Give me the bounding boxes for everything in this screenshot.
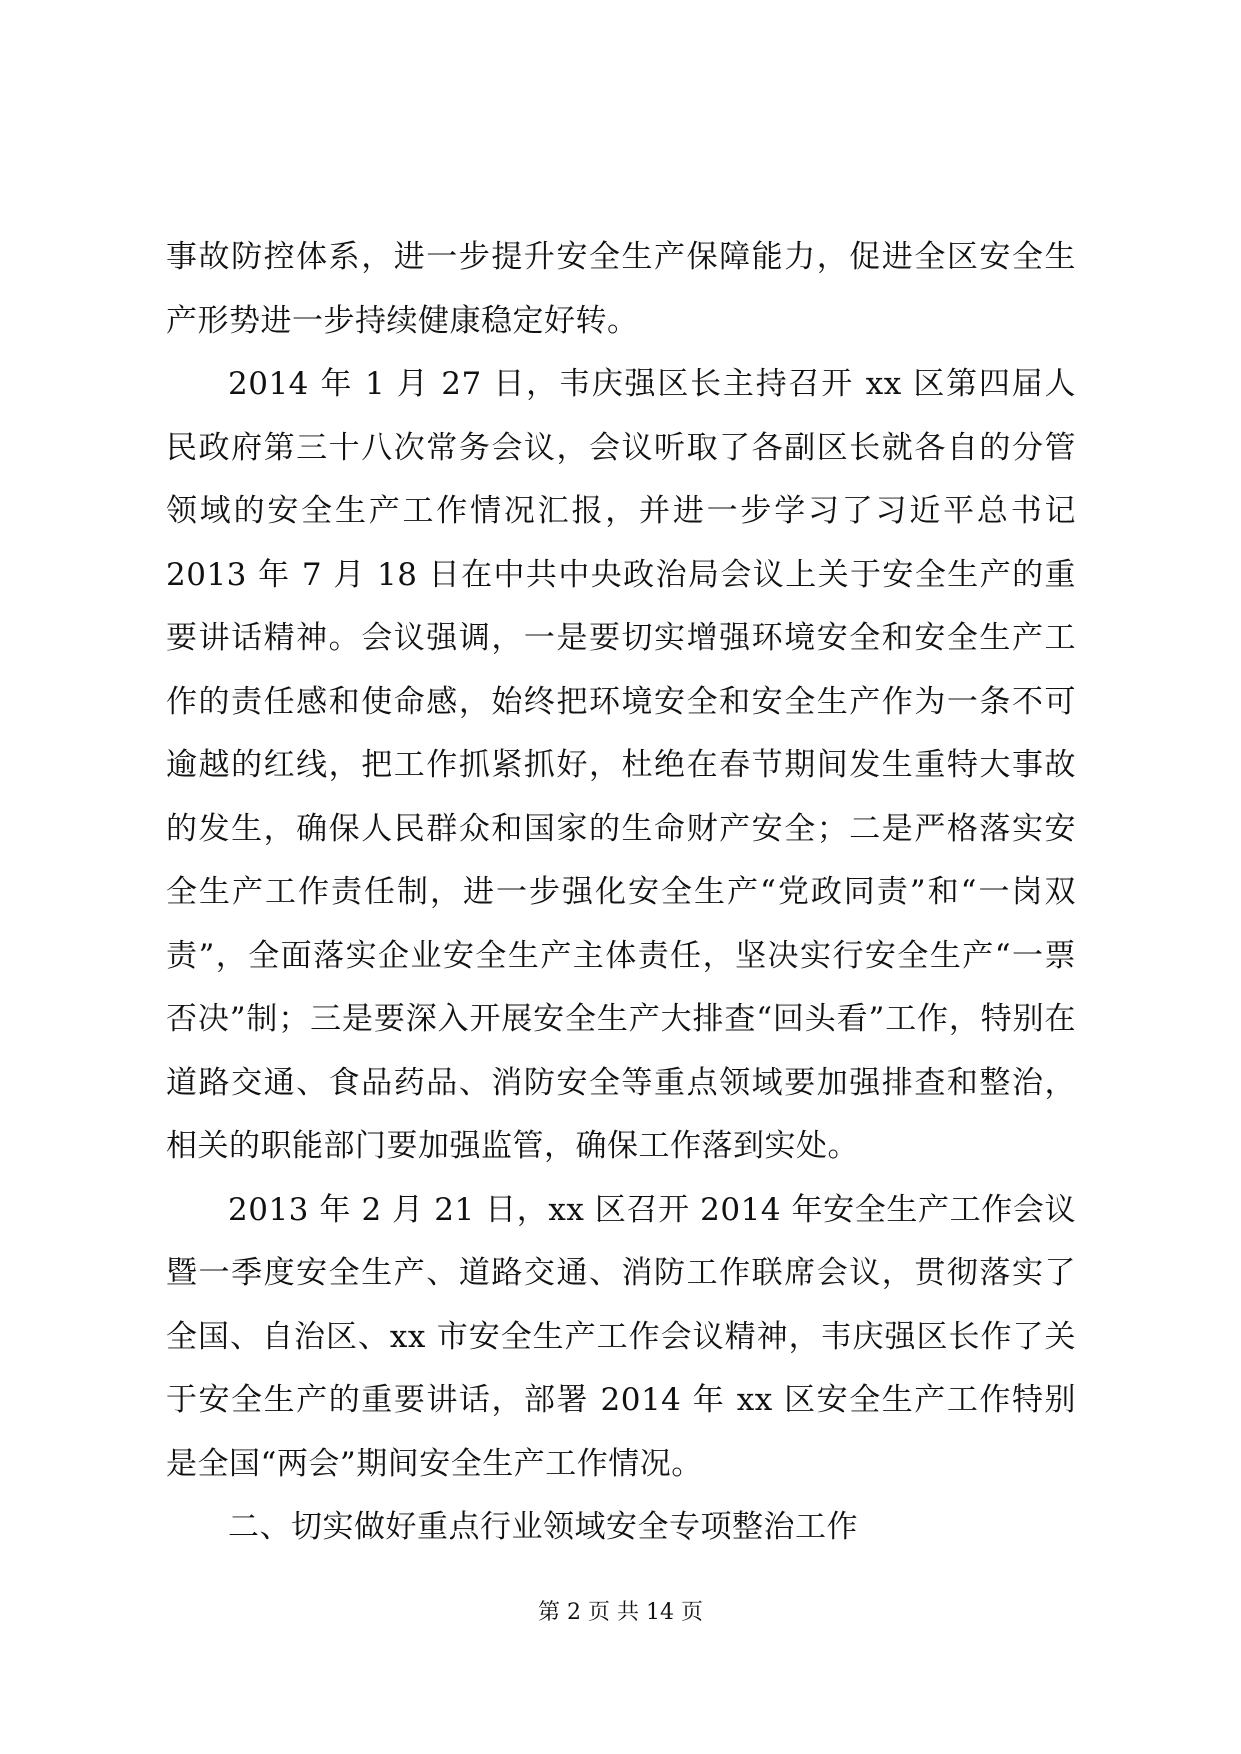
paragraph-standing-meeting: 2014 年 1 月 27 日，韦庆强区长主持召开 xx 区第四届人民政府第三十八次常务会议，会议听取了各副区长就各自的分管领域的安全生产工作情况汇报，并进一步学习了习近平总书记2013 年 7 月 18 日在中共中央政治局会议上关于安全生产的重要讲话精神。会议强调，一是要切实增强环境安全和安全生产工作的责任感和使命感，始终把环境安全和安全生产作为一条不可逾越的红线，把工作抓紧抓好，杜绝在春节期间发生重特大事故的发生，确保人民群众和国家的生命财产安全；二是严格落实安全生产工作责任制，进一步强化安全生产“党政同责”和“一岗双责”，全面落实企业安全生产主体责任，坚决实行安全生产“一票否决”制；三是要深入开展安全生产大排查“回头看”工作，特别在道路交通、食品药品、消防安全等重点领域要加强排查和整治，相关的职能部门要加强监管，确保工作落到实处。 bbox=[166, 366, 1076, 1164]
section-heading: 二、切实做好重点行业领域安全专项整治工作 bbox=[228, 1509, 858, 1545]
document-body bbox=[166, 226, 1076, 1560]
paragraph-safety-conference: 2013 年 2 月 21 日，xx 区召开 2014 年安全生产工作会议暨一季度安全生产、道路交通、消防工作联席会议，贯彻落实了全国、自治区、xx 市安全生产工作会议精神，韦庆强区长作了关于安全生产的重要讲话，部署 2014 年 xx 区安全生产工作特别是全国“两会”期间安全生产工作情况。 bbox=[166, 1191, 1076, 1482]
page-footer: 第 2 页 共 14 页 bbox=[538, 1600, 703, 1625]
paragraph-continuation: 事故防控体系，进一步提升安全生产保障能力，促进全区安全生产形势进一步持续健康稳定好转。 bbox=[166, 239, 1076, 339]
